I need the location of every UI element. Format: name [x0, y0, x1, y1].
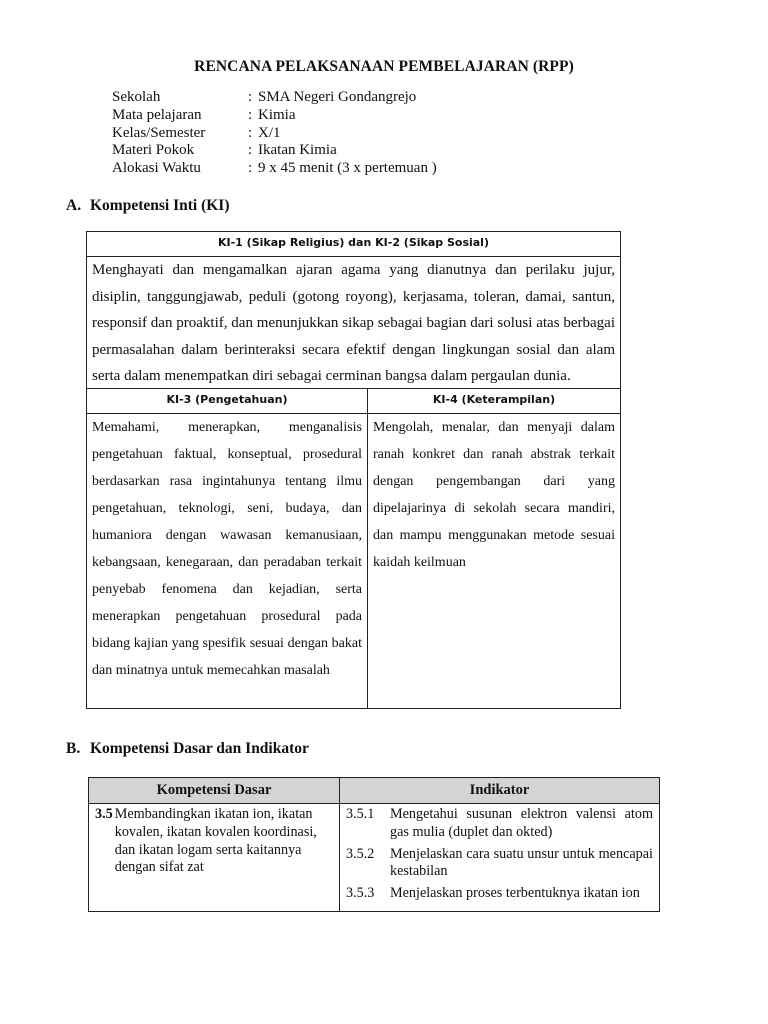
identity-row-subject: [112, 107, 437, 125]
identity-colon: :: [248, 142, 253, 159]
list-item: [346, 846, 653, 882]
ki4-header: KI-4 (Keterampilan): [368, 389, 620, 414]
ki4-column: [368, 389, 620, 709]
identity-row-class: [112, 125, 437, 143]
kd-table: [88, 777, 660, 912]
identity-label: Materi Pokok: [112, 142, 195, 159]
ki3-header: KI-3 (Pengetahuan): [87, 389, 367, 414]
list-item: [346, 806, 653, 842]
identity-label: Sekolah: [112, 89, 161, 105]
section-letter: B.: [66, 740, 81, 757]
ki-table: [86, 231, 621, 709]
identity-value: 9 x 45 menit (3 x pertemuan ): [258, 160, 437, 177]
kd-number: 3.5: [95, 806, 113, 822]
list-item: [346, 885, 653, 903]
identity-row-topic: [112, 142, 437, 160]
table-row: [89, 804, 660, 912]
indicator-number: 3.5.1: [346, 806, 375, 822]
indicator-text: Menjelaskan proses terbentuknya ikatan ion: [390, 885, 640, 902]
section-a-heading: [66, 197, 230, 215]
identity-colon: :: [248, 89, 253, 105]
section-title: Kompetensi Inti (KI): [90, 197, 230, 214]
identity-value: SMA Negeri Gondangrejo: [258, 89, 417, 105]
section-b-heading: [66, 740, 309, 758]
indicator-number: 3.5.3: [346, 885, 375, 902]
kd-cell: [89, 804, 340, 912]
indicator-text: Mengetahui susunan elektron valensi atom gas mulia (duplet dan okted): [390, 806, 653, 840]
identity-label: Mata pelajaran: [112, 106, 202, 123]
identity-colon: :: [248, 106, 253, 123]
ki12-header: KI-1 (Sikap Religius) dan KI-2 (Sikap Sosial): [87, 232, 620, 257]
ki3-column: [87, 389, 368, 709]
document-title: RENCANA PELAKSANAAN PEMBELAJARAN (RPP): [194, 58, 574, 75]
indicator-text: Menjelaskan cara suatu unsur untuk mencapai kestabilan: [390, 845, 653, 880]
identity-value: X/1: [258, 124, 281, 141]
identity-block: [112, 89, 437, 178]
identity-value: Kimia: [258, 106, 296, 123]
kd-text: Membandingkan ikatan ion, ikatan kovalen, ikatan kovalen koordinasi, dan ikatan logam serta kaitannya dengan sifat zat: [114, 806, 317, 876]
identity-row-time: [112, 160, 437, 178]
kd-column-header: Kompetensi Dasar: [89, 778, 340, 804]
identity-colon: :: [248, 124, 253, 141]
identity-value: Ikatan Kimia: [258, 142, 337, 159]
ki34-row: [87, 389, 620, 709]
identity-label: Alokasi Waktu: [112, 160, 201, 177]
indicator-number: 3.5.2: [346, 845, 375, 862]
kd-header-row: [89, 778, 660, 804]
identity-colon: :: [248, 160, 253, 177]
identity-label: Kelas/Semester: [112, 124, 206, 141]
identity-row-school: [112, 89, 437, 107]
indicator-column-header: Indikator: [340, 778, 660, 804]
ki3-text: Memahami, menerapkan, menganalisis pengetahuan faktual, konseptual, prosedural berdasarkan rasa ingintahunya tentang ilmu pengetahuan, teknologi, seni, budaya, dan humaniora dengan wawasan kemanusiaan, kebangsaan, kenegaraan, dan peradaban terkait penyebab fenomena dan kejadian, serta menerapkan pengetahuan prosedural pada bidang kajian yang spesifik sesuai dengan bakat dan minatnya untuk memecahkan masalah: [92, 420, 362, 678]
indicator-cell: [340, 804, 660, 912]
section-title: Kompetensi Dasar dan Indikator: [90, 740, 309, 757]
ki12-text: Menghayati dan mengamalkan ajaran agama yang dianutnya dan perilaku jujur, disiplin, tanggungjawab, peduli (gotong royong), kerjasama, toleran, damai, santun, responsif dan proaktif, dan menunjukkan sikap sebagai bagian dari solusi atas berbagai permasalahan dalam berinteraksi secara efektif dengan lingkungan sosial dan alam serta dalam menempatkan diri sebagai cerminan bangsa dalam pergaulan dunia.: [87, 257, 620, 389]
section-letter: A.: [66, 197, 82, 214]
ki4-text: Mengolah, menalar, dan menyaji dalam ranah konkret dan ranah abstrak terkait dengan pengembangan dari yang dipelajarinya di sekolah secara mandiri, dan mampu menggunakan metode sesuai kaidah keilmuan: [373, 420, 615, 570]
